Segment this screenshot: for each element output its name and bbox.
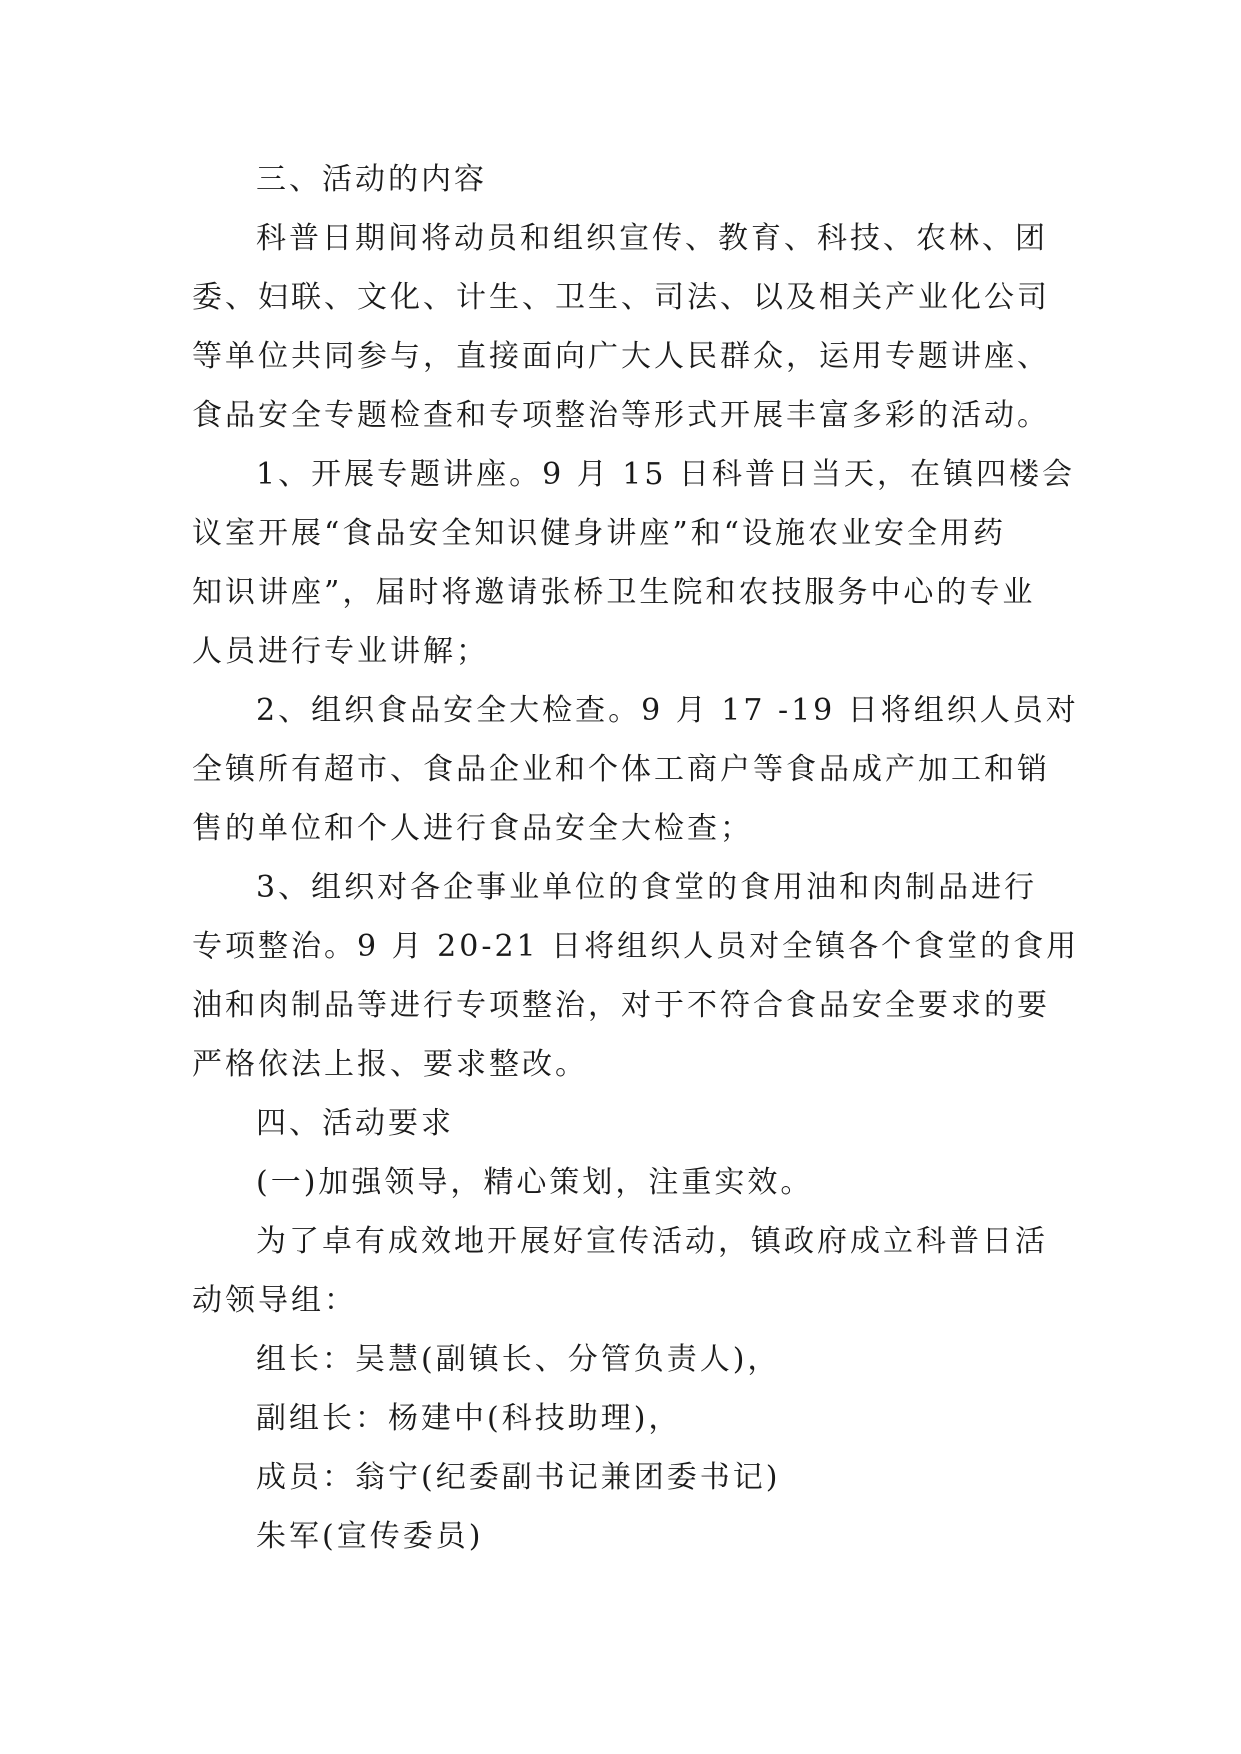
paragraph-line: 售的单位和个人进行食品安全大检查； (192, 811, 753, 846)
group-leader-line: 组长：吴慧(副镇长、分管负责人)， (256, 1342, 781, 1377)
paragraph-line: 全镇所有超市、食品企业和个体工商户等食品成产加工和销 (192, 752, 1050, 787)
paragraph-line: 科普日期间将动员和组织宣传、教育、科技、农林、团 (256, 221, 1048, 256)
paragraph-line: 为了卓有成效地开展好宣传活动，镇政府成立科普日活 (256, 1224, 1048, 1259)
paragraph-line: 专项整治。9 月 20-21 日将组织人员对全镇各个食堂的食用 (192, 929, 1080, 964)
paragraph-line: 动领导组： (192, 1283, 357, 1318)
subsection-heading: (一)加强领导，精心策划，注重实效。 (256, 1165, 814, 1200)
section-heading-activity-content: 三、活动的内容 (256, 162, 487, 197)
paragraph-line: 知识讲座”，届时将邀请张桥卫生院和农技服务中心的专业 (192, 575, 1036, 610)
paragraph-line: 人员进行专业讲解； (192, 634, 489, 669)
section-heading-activity-requirements: 四、活动要求 (256, 1106, 454, 1141)
paragraph-line: 食品安全专题检查和专项整治等形式开展丰富多彩的活动。 (192, 398, 1050, 433)
paragraph-line: 3、组织对各企事业单位的食堂的食用油和肉制品进行 (256, 870, 1038, 905)
paragraph-line: 委、妇联、文化、计生、卫生、司法、以及相关产业化公司 (192, 280, 1050, 315)
paragraph-line: 油和肉制品等进行专项整治，对于不符合食品安全要求的要 (192, 988, 1050, 1023)
group-member-line: 成员：翁宁(纪委副书记兼团委书记) (256, 1460, 781, 1495)
paragraph-line: 议室开展“食品安全知识健身讲座”和“设施农业安全用药 (192, 516, 1007, 551)
paragraph-line: 严格依法上报、要求整改。 (192, 1047, 588, 1082)
paragraph-line: 等单位共同参与，直接面向广大人民群众，运用专题讲座、 (192, 339, 1050, 374)
deputy-group-leader-line: 副组长：杨建中(科技助理)， (256, 1401, 682, 1436)
paragraph-line: 1、开展专题讲座。9 月 15 日科普日当天，在镇四楼会 (256, 457, 1075, 492)
group-member-line: 朱军(宣传委员) (256, 1519, 484, 1554)
document-body (192, 150, 1080, 1566)
paragraph-line: 2、组织食品安全大检查。9 月 17 -19 日将组织人员对 (256, 693, 1079, 728)
